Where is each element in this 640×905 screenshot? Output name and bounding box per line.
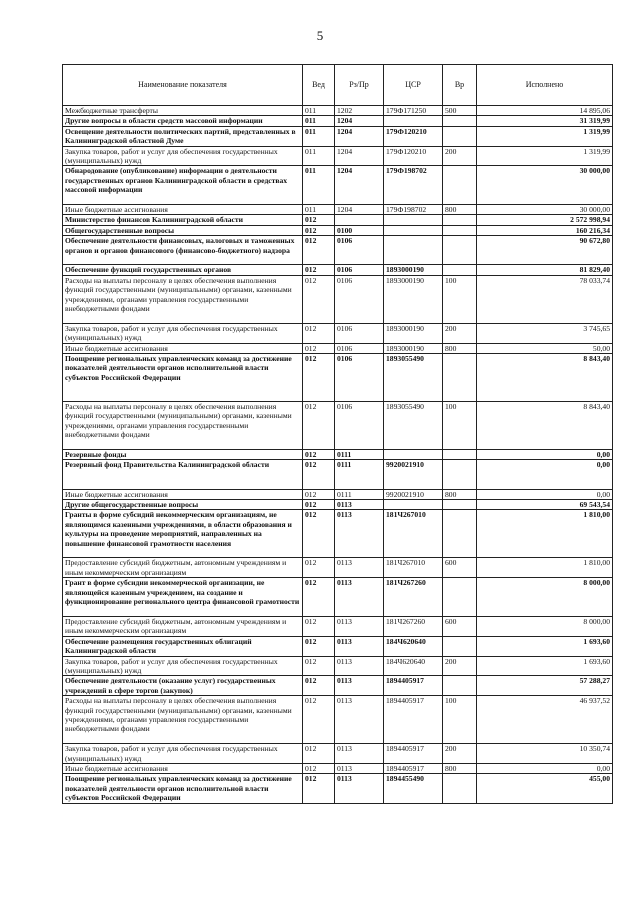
row-csr-cell: 179Ф120210 (384, 146, 443, 166)
row-rzpr-cell: 0113 (335, 578, 384, 617)
row-vr-cell: 200 (443, 656, 477, 676)
table-row (63, 578, 613, 617)
row-csr-cell: 181Ч267260 (384, 578, 443, 617)
row-sum-cell: 1 319,99 (477, 146, 613, 166)
table-row (63, 116, 613, 126)
row-csr-cell: 1893000190 (384, 275, 443, 323)
row-rzpr-cell: 0113 (335, 774, 384, 803)
header-name: Наименование показателя (63, 65, 303, 106)
table-row (63, 323, 613, 343)
header-vr: Вр (443, 65, 477, 106)
row-ved-cell: 012 (303, 500, 335, 510)
row-csr-cell: 184Ч620640 (384, 656, 443, 676)
row-name-cell: Закупка товаров, работ и услуг для обеспечения государственных (муниципальных) нужд (63, 146, 303, 166)
row-vr-cell (443, 510, 477, 558)
row-name-cell: Закупка товаров, работ и услуг для обеспечения государственных (муниципальных) нужд (63, 656, 303, 676)
row-name-cell: Другие общегосударственные вопросы (63, 500, 303, 510)
row-sum-cell: 10 350,74 (477, 744, 613, 764)
row-vr-cell: 800 (443, 205, 477, 215)
row-ved-cell: 012 (303, 696, 335, 744)
row-name-cell: Обеспечение размещения государственных облигаций Калининградской области (63, 636, 303, 656)
row-vr-cell: 100 (443, 696, 477, 744)
row-rzpr-cell: 0106 (335, 402, 384, 450)
row-sum-cell: 30 000,00 (477, 166, 613, 205)
table-row (63, 510, 613, 558)
row-sum-cell: 50,00 (477, 343, 613, 353)
row-vr-cell (443, 126, 477, 146)
row-rzpr-cell: 0113 (335, 636, 384, 656)
row-ved-cell: 012 (303, 225, 335, 235)
row-name-cell: Грант в форме субсидии некоммерческой организации, не являющейся казенным учреждением, на создание и функционирование регионального центра финансовой грамотности (63, 578, 303, 617)
row-sum-cell: 14 895,06 (477, 106, 613, 116)
row-sum-cell: 0,00 (477, 763, 613, 773)
row-ved-cell: 012 (303, 323, 335, 343)
row-sum-cell: 30 000,00 (477, 205, 613, 215)
table-row (63, 106, 613, 116)
row-rzpr-cell: 0111 (335, 489, 384, 499)
row-sum-cell: 1 810,00 (477, 558, 613, 578)
row-ved-cell: 012 (303, 763, 335, 773)
row-ved-cell: 011 (303, 126, 335, 146)
row-vr-cell (443, 774, 477, 803)
row-vr-cell (443, 225, 477, 235)
row-ved-cell: 012 (303, 215, 335, 225)
table-row (63, 126, 613, 146)
row-vr-cell (443, 166, 477, 205)
table-row (63, 774, 613, 803)
row-name-cell: Общегосударственные вопросы (63, 225, 303, 235)
row-rzpr-cell: 0106 (335, 323, 384, 343)
row-name-cell: Межбюджетные трансферты (63, 106, 303, 116)
row-sum-cell: 0,00 (477, 489, 613, 499)
page-number: 5 (316, 28, 324, 43)
row-rzpr-cell: 1204 (335, 116, 384, 126)
row-rzpr-cell: 0100 (335, 225, 384, 235)
row-rzpr-cell: 0113 (335, 696, 384, 744)
row-ved-cell: 012 (303, 656, 335, 676)
row-ved-cell: 012 (303, 578, 335, 617)
table-body (63, 106, 613, 804)
table-row (63, 676, 613, 696)
row-sum-cell: 8 000,00 (477, 578, 613, 617)
row-vr-cell (443, 236, 477, 265)
row-vr-cell (443, 578, 477, 617)
row-sum-cell: 3 745,65 (477, 323, 613, 343)
row-ved-cell: 011 (303, 106, 335, 116)
row-name-cell: Расходы на выплаты персоналу в целях обеспечения выполнения функций государственными (муниципальными) органами, казенными учреждениями, органами управления государственными внебюджетными фондами (63, 696, 303, 744)
row-vr-cell: 800 (443, 763, 477, 773)
table-row (63, 616, 613, 636)
row-ved-cell: 011 (303, 146, 335, 166)
table-header-row (63, 65, 613, 106)
row-csr-cell: 179Ф171250 (384, 106, 443, 116)
row-name-cell: Обеспечение функций государственных органов (63, 265, 303, 275)
row-name-cell: Предоставление субсидий бюджетным, автономным учреждениям и иным некоммерческим организациям (63, 616, 303, 636)
row-rzpr-cell: 1202 (335, 106, 384, 116)
table-row (63, 166, 613, 205)
row-sum-cell: 455,00 (477, 774, 613, 803)
row-ved-cell: 012 (303, 236, 335, 265)
row-name-cell: Иные бюджетные ассигнования (63, 489, 303, 499)
row-sum-cell: 8 843,40 (477, 402, 613, 450)
table-row (63, 500, 613, 510)
row-vr-cell: 100 (443, 402, 477, 450)
row-name-cell: Резервные фонды (63, 450, 303, 460)
row-vr-cell: 200 (443, 744, 477, 764)
table-row (63, 460, 613, 489)
row-rzpr-cell: 0106 (335, 236, 384, 265)
row-vr-cell (443, 215, 477, 225)
row-vr-cell (443, 265, 477, 275)
row-rzpr-cell: 0111 (335, 450, 384, 460)
row-rzpr-cell: 0113 (335, 676, 384, 696)
row-sum-cell: 31 319,99 (477, 116, 613, 126)
row-sum-cell: 160 216,34 (477, 225, 613, 235)
row-name-cell: Расходы на выплаты персоналу в целях обеспечения выполнения функций государственными (муниципальными) органами, казенными учреждениями, органами управления государственными внебюджетными фондами (63, 402, 303, 450)
row-rzpr-cell: 1204 (335, 126, 384, 146)
row-ved-cell: 012 (303, 558, 335, 578)
table-row (63, 763, 613, 773)
row-name-cell: Предоставление субсидий бюджетным, автономным учреждениям и иным некоммерческим организациям (63, 558, 303, 578)
row-vr-cell: 600 (443, 558, 477, 578)
row-name-cell: Иные бюджетные ассигнования (63, 763, 303, 773)
table-row (63, 236, 613, 265)
row-sum-cell: 1 810,00 (477, 510, 613, 558)
row-rzpr-cell: 1204 (335, 166, 384, 205)
row-ved-cell: 012 (303, 450, 335, 460)
row-sum-cell: 90 672,80 (477, 236, 613, 265)
row-sum-cell: 57 288,27 (477, 676, 613, 696)
row-csr-cell (384, 225, 443, 235)
row-sum-cell: 78 033,74 (477, 275, 613, 323)
row-name-cell: Обеспечение деятельности финансовых, налоговых и таможенных органов и органов финансового (финансово-бюджетного) надзора (63, 236, 303, 265)
table-row (63, 696, 613, 744)
row-rzpr-cell: 0113 (335, 763, 384, 773)
row-csr-cell: 181Ч267010 (384, 558, 443, 578)
row-ved-cell: 012 (303, 616, 335, 636)
row-name-cell: Гранты в форме субсидий некоммерческим организациям, не являющимся казенными учреждениями, в области образования и культуры на проведение мероприятий, направленных на повышение финансовой грамотности населения (63, 510, 303, 558)
row-rzpr-cell (335, 215, 384, 225)
row-name-cell: Иные бюджетные ассигнования (63, 343, 303, 353)
table-row (63, 489, 613, 499)
row-name-cell: Резервный фонд Правительства Калининградской области (63, 460, 303, 489)
row-name-cell: Расходы на выплаты персоналу в целях обеспечения выполнения функций государственными (муниципальными) органами, казенными учреждениями, органами управления государственными внебюджетными фондами (63, 275, 303, 323)
row-rzpr-cell: 0106 (335, 343, 384, 353)
row-name-cell: Поощрение региональных управленческих команд за достижение показателей деятельности органов исполнительной власти субъектов Российской Федерации (63, 354, 303, 402)
row-name-cell: Освещение деятельности политических партий, представленных в Калининградской областной Думе (63, 126, 303, 146)
row-sum-cell: 8 000,00 (477, 616, 613, 636)
header-sum: Исполнено (477, 65, 613, 106)
table-row (63, 450, 613, 460)
row-vr-cell: 600 (443, 616, 477, 636)
row-name-cell: Обнародование (опубликование) информации о деятельности государственных органов Калининградской области в средствах массовой информации (63, 166, 303, 205)
row-ved-cell: 012 (303, 744, 335, 764)
row-csr-cell: 1893000190 (384, 265, 443, 275)
header-ved: Вед (303, 65, 335, 106)
row-rzpr-cell: 0106 (335, 265, 384, 275)
row-csr-cell: 9920021910 (384, 460, 443, 489)
row-rzpr-cell: 0113 (335, 510, 384, 558)
row-rzpr-cell: 1204 (335, 146, 384, 166)
row-ved-cell: 011 (303, 166, 335, 205)
table-row (63, 215, 613, 225)
row-name-cell: Иные бюджетные ассигнования (63, 205, 303, 215)
row-csr-cell: 1893055490 (384, 402, 443, 450)
row-sum-cell: 69 543,54 (477, 500, 613, 510)
row-sum-cell: 2 572 998,94 (477, 215, 613, 225)
table-row (63, 402, 613, 450)
row-vr-cell: 500 (443, 106, 477, 116)
table-row (63, 146, 613, 166)
row-sum-cell: 0,00 (477, 450, 613, 460)
table-row (63, 265, 613, 275)
row-rzpr-cell: 0113 (335, 500, 384, 510)
row-csr-cell: 1894405917 (384, 763, 443, 773)
table-row (63, 275, 613, 323)
row-sum-cell: 1 693,60 (477, 656, 613, 676)
row-vr-cell: 800 (443, 343, 477, 353)
row-csr-cell: 1893000190 (384, 323, 443, 343)
row-csr-cell: 184Ч620640 (384, 636, 443, 656)
table-row (63, 225, 613, 235)
row-csr-cell (384, 215, 443, 225)
row-ved-cell: 012 (303, 676, 335, 696)
row-sum-cell: 0,00 (477, 460, 613, 489)
row-csr-cell: 1894405917 (384, 696, 443, 744)
row-ved-cell: 012 (303, 460, 335, 489)
row-vr-cell (443, 500, 477, 510)
row-ved-cell: 011 (303, 116, 335, 126)
header-rzpr: Рз/Пр (335, 65, 384, 106)
row-vr-cell: 200 (443, 323, 477, 343)
table-row (63, 656, 613, 676)
row-csr-cell (384, 116, 443, 126)
row-csr-cell: 181Ч267260 (384, 616, 443, 636)
row-ved-cell: 012 (303, 354, 335, 402)
row-rzpr-cell: 0106 (335, 354, 384, 402)
row-vr-cell (443, 460, 477, 489)
row-ved-cell: 012 (303, 510, 335, 558)
row-sum-cell: 1 693,60 (477, 636, 613, 656)
row-csr-cell: 1894455490 (384, 774, 443, 803)
row-vr-cell (443, 450, 477, 460)
row-vr-cell (443, 676, 477, 696)
row-ved-cell: 012 (303, 275, 335, 323)
row-csr-cell: 9920021910 (384, 489, 443, 499)
row-csr-cell: 1894405917 (384, 744, 443, 764)
row-csr-cell: 1894405917 (384, 676, 443, 696)
row-name-cell: Другие вопросы в области средств массовой информации (63, 116, 303, 126)
row-rzpr-cell: 0113 (335, 656, 384, 676)
row-ved-cell: 012 (303, 343, 335, 353)
table-row (63, 636, 613, 656)
row-rzpr-cell: 0111 (335, 460, 384, 489)
row-ved-cell: 012 (303, 265, 335, 275)
row-csr-cell: 1893055490 (384, 354, 443, 402)
budget-execution-table (62, 64, 613, 804)
row-name-cell: Поощрение региональных управленческих команд за достижение показателей деятельности органов исполнительной власти субъектов Российской Федерации (63, 774, 303, 803)
row-ved-cell: 011 (303, 205, 335, 215)
table-row (63, 558, 613, 578)
table-row (63, 744, 613, 764)
row-csr-cell: 179Ф198702 (384, 166, 443, 205)
row-sum-cell: 8 843,40 (477, 354, 613, 402)
row-ved-cell: 012 (303, 489, 335, 499)
row-sum-cell: 81 829,40 (477, 265, 613, 275)
row-name-cell: Обеспечение деятельности (оказание услуг) государственных учреждений в сфере торгов (закупок) (63, 676, 303, 696)
row-csr-cell (384, 500, 443, 510)
row-csr-cell: 1893000190 (384, 343, 443, 353)
row-sum-cell: 46 937,52 (477, 696, 613, 744)
row-vr-cell: 800 (443, 489, 477, 499)
row-csr-cell: 179Ф198702 (384, 205, 443, 215)
row-rzpr-cell: 0113 (335, 616, 384, 636)
row-csr-cell (384, 450, 443, 460)
row-ved-cell: 012 (303, 636, 335, 656)
row-ved-cell: 012 (303, 402, 335, 450)
row-csr-cell: 179Ф120210 (384, 126, 443, 146)
row-name-cell: Министерство финансов Калининградской области (63, 215, 303, 225)
header-csr: ЦСР (384, 65, 443, 106)
row-csr-cell: 181Ч267010 (384, 510, 443, 558)
row-vr-cell (443, 354, 477, 402)
row-rzpr-cell: 0106 (335, 275, 384, 323)
row-vr-cell: 100 (443, 275, 477, 323)
row-vr-cell: 200 (443, 146, 477, 166)
table-row (63, 354, 613, 402)
row-rzpr-cell: 0113 (335, 558, 384, 578)
row-csr-cell (384, 236, 443, 265)
row-vr-cell (443, 636, 477, 656)
row-sum-cell: 1 319,99 (477, 126, 613, 146)
row-rzpr-cell: 1204 (335, 205, 384, 215)
row-ved-cell: 012 (303, 774, 335, 803)
row-name-cell: Закупка товаров, работ и услуг для обеспечения государственных (муниципальных) нужд (63, 323, 303, 343)
row-name-cell: Закупка товаров, работ и услуг для обеспечения государственных (муниципальных) нужд (63, 744, 303, 764)
table-row (63, 205, 613, 215)
row-vr-cell (443, 116, 477, 126)
row-rzpr-cell: 0113 (335, 744, 384, 764)
table-row (63, 343, 613, 353)
